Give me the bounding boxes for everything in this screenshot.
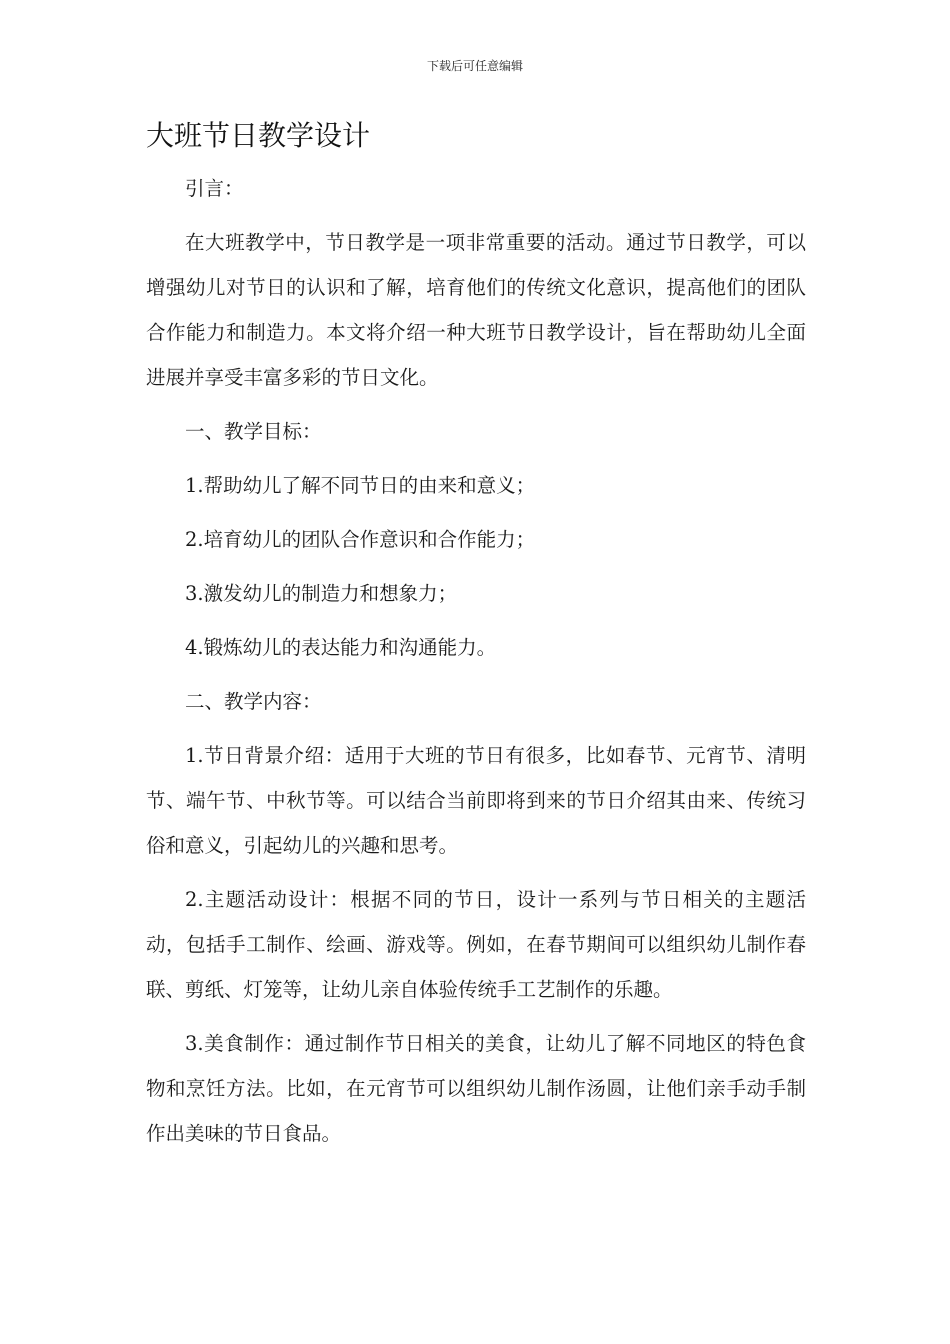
header-note: 下载后可任意编辑 bbox=[426, 59, 523, 73]
content-item-3: 3.美食制作：通过制作节日相关的美食，让幼儿了解不同地区的特色食物和烹饪方法。比如，在元宵节可以组织幼儿制作汤圆，让他们亲手动手制作出美味的节日食品。 bbox=[146, 1032, 806, 1145]
document-body bbox=[146, 166, 806, 1165]
goal-item-3: 3.激发幼儿的制造力和想象力； bbox=[185, 582, 458, 605]
section-heading-goals: 一、教学目标： bbox=[185, 420, 322, 443]
paragraph-intro-heading: 引言： bbox=[185, 177, 244, 200]
content-item-2: 2.主题活动设计：根据不同的节日，设计一系列与节日相关的主题活动，包括手工制作、绘画、游戏等。例如，在春节期间可以组织幼儿制作春联、剪纸、灯笼等，让幼儿亲自体验传统手工艺制作的乐趣。 bbox=[146, 888, 806, 1001]
content-item-1: 1.节日背景介绍：适用于大班的节日有很多，比如春节、元宵节、清明节、端午节、中秋节等。可以结合当前即将到来的节日介绍其由来、传统习俗和意义，引起幼儿的兴趣和思考。 bbox=[146, 744, 806, 857]
goal-item-4: 4.锻炼幼儿的表达能力和沟通能力。 bbox=[185, 636, 497, 659]
section-heading-content: 二、教学内容： bbox=[185, 690, 322, 713]
document-title: 大班节日教学设计 bbox=[146, 119, 371, 152]
paragraph-intro-text: 在大班教学中，节日教学是一项非常重要的活动。通过节日教学，可以增强幼儿对节日的认识和了解，培育他们的传统文化意识，提高他们的团队合作能力和制造力。本文将介绍一种大班节日教学设计，旨在帮助幼儿全面进展并享受丰富多彩的节日文化。 bbox=[146, 231, 806, 389]
goal-item-1: 1.帮助幼儿了解不同节日的由来和意义； bbox=[185, 474, 536, 497]
goal-item-2: 2.培育幼儿的团队合作意识和合作能力； bbox=[185, 528, 536, 551]
